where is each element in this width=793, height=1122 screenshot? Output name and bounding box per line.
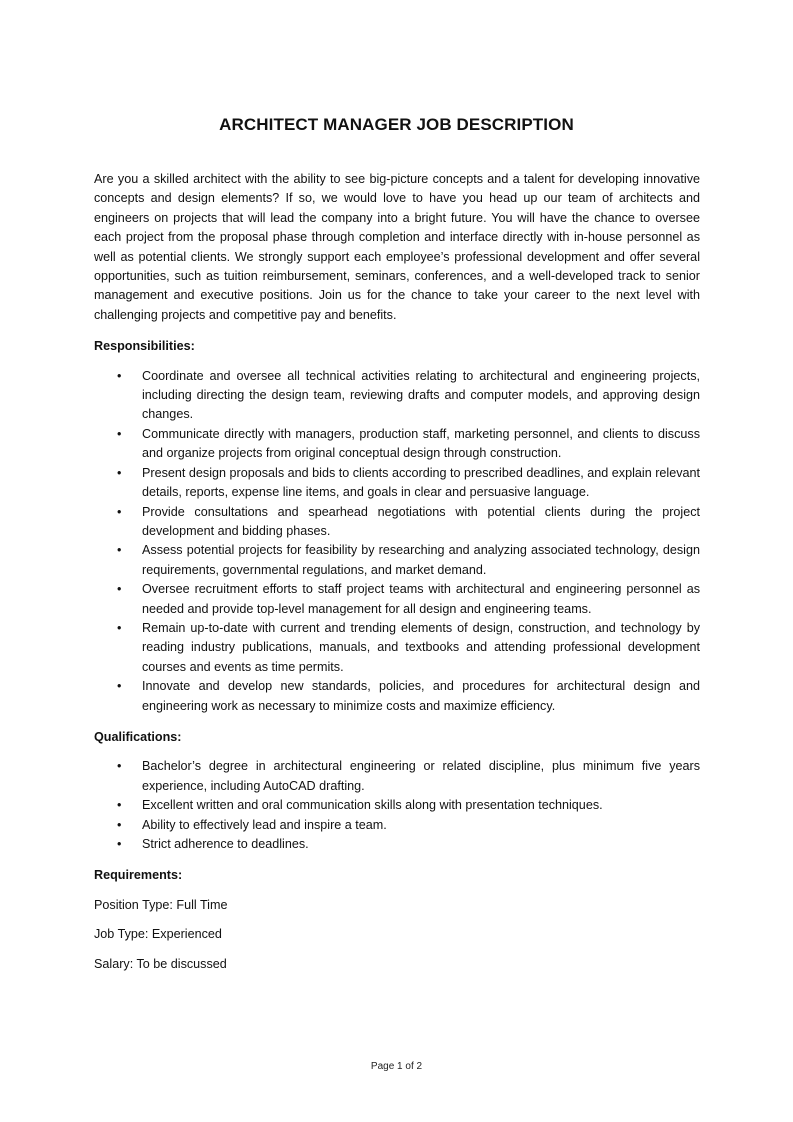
list-item-text: Remain up-to-date with current and trending elements of design, construction, and technology by reading industry publications, manuals, and textbooks and attending professional development courses and events as time permits. [142, 620, 700, 674]
list-item [94, 541, 700, 580]
responsibilities-list [94, 367, 700, 716]
bullet-icon: • [117, 426, 122, 441]
list-item [94, 677, 700, 716]
responsibilities-heading: Responsibilities: [94, 339, 195, 354]
qualifications-heading: Qualifications: [94, 729, 182, 744]
bullet-icon: • [117, 465, 122, 480]
list-item-text: Bachelor’s degree in architectural engineering or related discipline, plus minimum five years experience, including AutoCAD drafting. [142, 759, 700, 793]
bullet-icon: • [117, 368, 122, 383]
salary-line: Salary: To be discussed [94, 956, 227, 971]
document-title: ARCHITECT MANAGER JOB DESCRIPTION [219, 115, 574, 134]
page-number-footer: Page 1 of 2 [370, 1061, 423, 1072]
list-item [94, 464, 700, 503]
bullet-icon: • [117, 817, 122, 832]
list-item [94, 796, 700, 815]
position-type-line: Position Type: Full Time [94, 897, 228, 912]
list-item [94, 580, 700, 619]
list-item-text: Coordinate and oversee all technical activities relating to architectural and engineering projects, including directing the design team, reviewing drafts and computer models, and approving design changes. [142, 368, 700, 422]
list-item [94, 816, 700, 835]
list-item-text: Ability to effectively lead and inspire a team. [142, 817, 387, 832]
list-item-text: Strict adherence to deadlines. [142, 837, 309, 851]
list-item [94, 425, 700, 464]
list-item-text: Provide consultations and spearhead negotiations with potential clients during the project development and bidding phases. [142, 504, 700, 538]
list-item [94, 757, 700, 796]
requirements-block [94, 896, 700, 974]
document-body [94, 170, 700, 974]
list-item-text: Innovate and develop new standards, policies, and procedures for architectural design and engineering work as necessary to minimize costs and maximize efficiency. [142, 679, 700, 713]
bullet-icon: • [117, 837, 122, 851]
requirements-heading: Requirements: [94, 868, 183, 883]
list-item [94, 619, 700, 677]
list-item [94, 835, 700, 854]
list-item-text: Communicate directly with managers, production staff, marketing personnel, and clients to discuss and organize projects from original conceptual design through construction. [142, 426, 700, 461]
job-type-line: Job Type: Experienced [94, 927, 222, 942]
list-item-text: Excellent written and oral communication skills along with presentation techniques. [142, 798, 603, 813]
bullet-icon: • [117, 679, 122, 694]
bullet-icon: • [117, 620, 122, 635]
bullet-icon: • [117, 759, 122, 774]
intro-paragraph: Are you a skilled architect with the ability to see big-picture concepts and a talent for developing innovative concepts and design elements? If so, we would love to have you head up our team of architects and engineers on projects that will lead the company into a bright future. You will have the chance to oversee each project from the proposal phase through completion and interface directly with in-house personnel as well as potential clients. We strongly support each employee’s professional development and offer several opportunities, such as tuition reimbursement, seminars, conferences, and a well-developed track to senior management and executive positions. Join us for the chance to take your career to the next level with challenging projects and competitive pay and benefits. [94, 172, 700, 322]
bullet-icon: • [117, 798, 122, 813]
bullet-icon: • [117, 543, 122, 558]
bullet-icon: • [117, 582, 122, 597]
list-item [94, 503, 700, 542]
list-item-text: Oversee recruitment efforts to staff project teams with architectural and engineering personnel as needed and provide top-level management for all design and engineering teams. [142, 582, 700, 616]
bullet-icon: • [117, 504, 122, 519]
list-item [94, 367, 700, 425]
qualifications-list [94, 757, 700, 854]
list-item-text: Present design proposals and bids to clients according to prescribed deadlines, and explain relevant details, reports, expense line items, and goals in clear and persuasive language. [142, 465, 700, 500]
list-item-text: Assess potential projects for feasibility by researching and analyzing associated technology, design requirements, governmental regulations, and market demand. [142, 543, 700, 577]
